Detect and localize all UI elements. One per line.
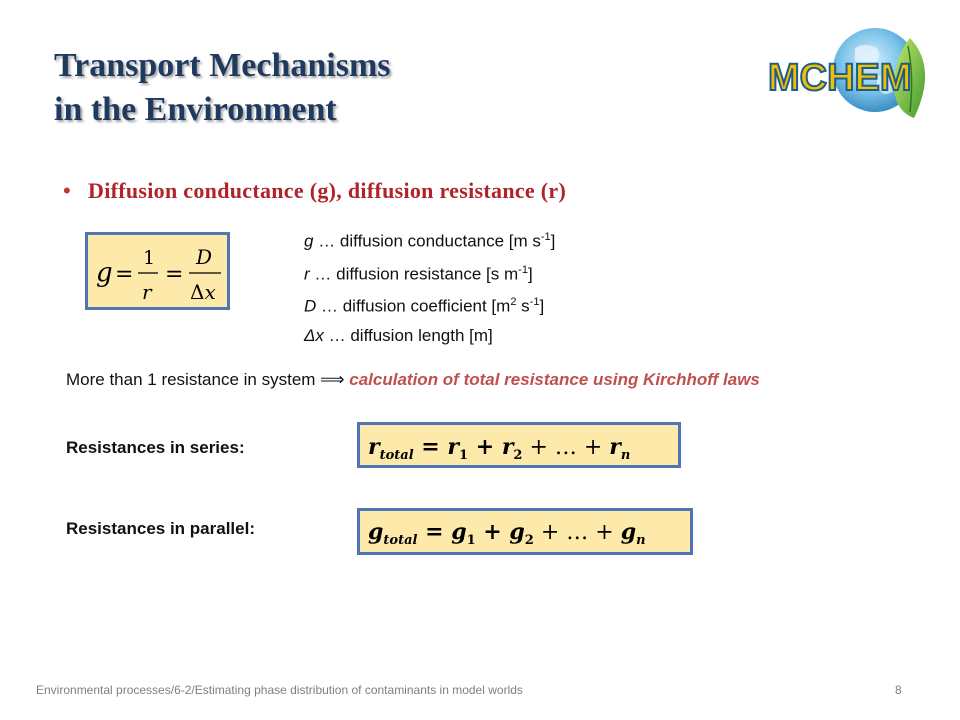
definition-dx: Δx … diffusion length [m] <box>304 325 493 345</box>
kirchhoff-highlight: calculation of total resistance using Kirchhoff laws <box>344 370 760 389</box>
bullet-dot: • <box>63 178 71 203</box>
slide-title <box>54 44 391 132</box>
definition-d: D … diffusion coefficient [$m^2$ $s^{-1}$] <box>304 296 545 316</box>
definition-g: g … diffusion conductance [m $s^{-1}$] <box>304 231 556 251</box>
definition-r: r … diffusion resistance [s $m^{-1}$] <box>304 263 533 284</box>
bullet-heading: Diffusion conductance (g), diffusion resistance (r) <box>88 178 567 203</box>
logo-text: MCHEM <box>768 57 912 99</box>
svg-text:=: = <box>115 262 134 287</box>
mchem-logo <box>760 18 940 128</box>
footer-text: Environmental processes/6-2/Estimating phase distribution of contaminants in model worlds <box>36 683 523 697</box>
series-formula-box <box>357 422 681 468</box>
svg-text:Δx: Δx <box>190 280 216 304</box>
definitions-list <box>304 223 555 350</box>
svg-text:=: = <box>165 262 184 287</box>
svg-text:r: r <box>142 280 152 304</box>
implies-arrow: ⟹ <box>320 370 345 389</box>
svg-text:D: D <box>196 245 213 269</box>
series-formula <box>360 425 678 465</box>
parallel-formula <box>360 511 690 552</box>
page-number: 8 <box>895 683 902 697</box>
title-line-2: in the Environment <box>54 91 337 128</box>
main-formula <box>88 235 227 307</box>
title-line-1: Transport Mechanisms <box>54 47 391 84</box>
kirchhoff-statement: More than 1 resistance in system ⟹ calculation of total resistance using Kirchhoff laws <box>66 370 760 389</box>
parallel-formula-box <box>357 508 693 555</box>
svg-text:rtotal = r1 + r2 + … + rn: $r_{total} = r_1 + r_2$ + … + $r_n$ <box>368 434 631 463</box>
svg-text:gtotal = g1 + g2 + … + gn: $g_{total} = g_1 + g_2$ + … + $g_n$ <box>368 519 646 548</box>
main-formula-box <box>85 232 230 310</box>
series-label: Resistances in series: <box>66 438 245 457</box>
svg-text:g: g <box>96 258 113 288</box>
parallel-label: Resistances in parallel: <box>66 519 255 538</box>
svg-text:1: 1 <box>143 247 156 269</box>
